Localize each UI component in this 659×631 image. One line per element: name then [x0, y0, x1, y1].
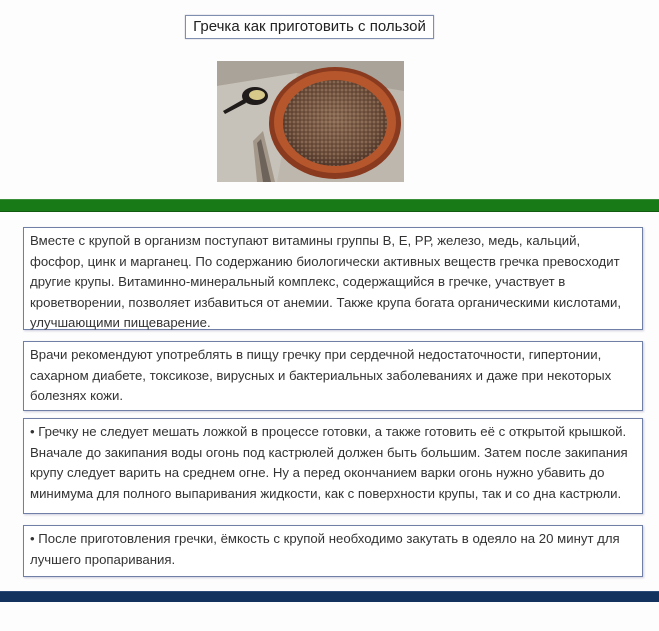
text-block-cooking-tip: • Гречку не следует мешать ложкой в процессе готовки, а также готовить её с открытой крышкой. Вначале до закипания воды огонь под кастрюлей должен быть большим. Затем после закипания крупу следует варить на среднем огне. Ну а перед окончанием варки огонь нужно убавить до минимума для полного выпаривания жидкости, как с поверхности крупы, так и со дна кастрюли.: [23, 418, 643, 514]
green-divider: [0, 199, 659, 212]
text-block-vitamins: Вместе с крупой в организм поступают витамины группы В, Е, РР, железо, медь, кальций, фосфор, цинк и марганец. По содержанию биологически активных веществ гречка превосходит другие крупы. Витаминно-минеральный комплекс, содержащийся в гречке, участвует в кроветворении, позволяет избавиться от анемии. Также крупа богата органическими кислотами, улучшающими пищеварение.: [23, 227, 643, 330]
page-title: Гречка как приготовить с пользой: [185, 15, 434, 39]
text-block-steaming-tip: • После приготовления гречки, ёмкость с крупой необходимо закутать в одеяло на 20 минут для лучшего пропаривания.: [23, 525, 643, 577]
navy-footer-bar: [0, 591, 659, 602]
text-block-recommendations: Врачи рекомендуют употреблять в пищу гречку при сердечной недостаточности, гипертонии, сахарном диабете, токсикозе, вирусных и бактериальных заболеваниях и даже при некоторых болезнях кожи.: [23, 341, 643, 411]
buckwheat-bowl-image: [217, 61, 404, 182]
